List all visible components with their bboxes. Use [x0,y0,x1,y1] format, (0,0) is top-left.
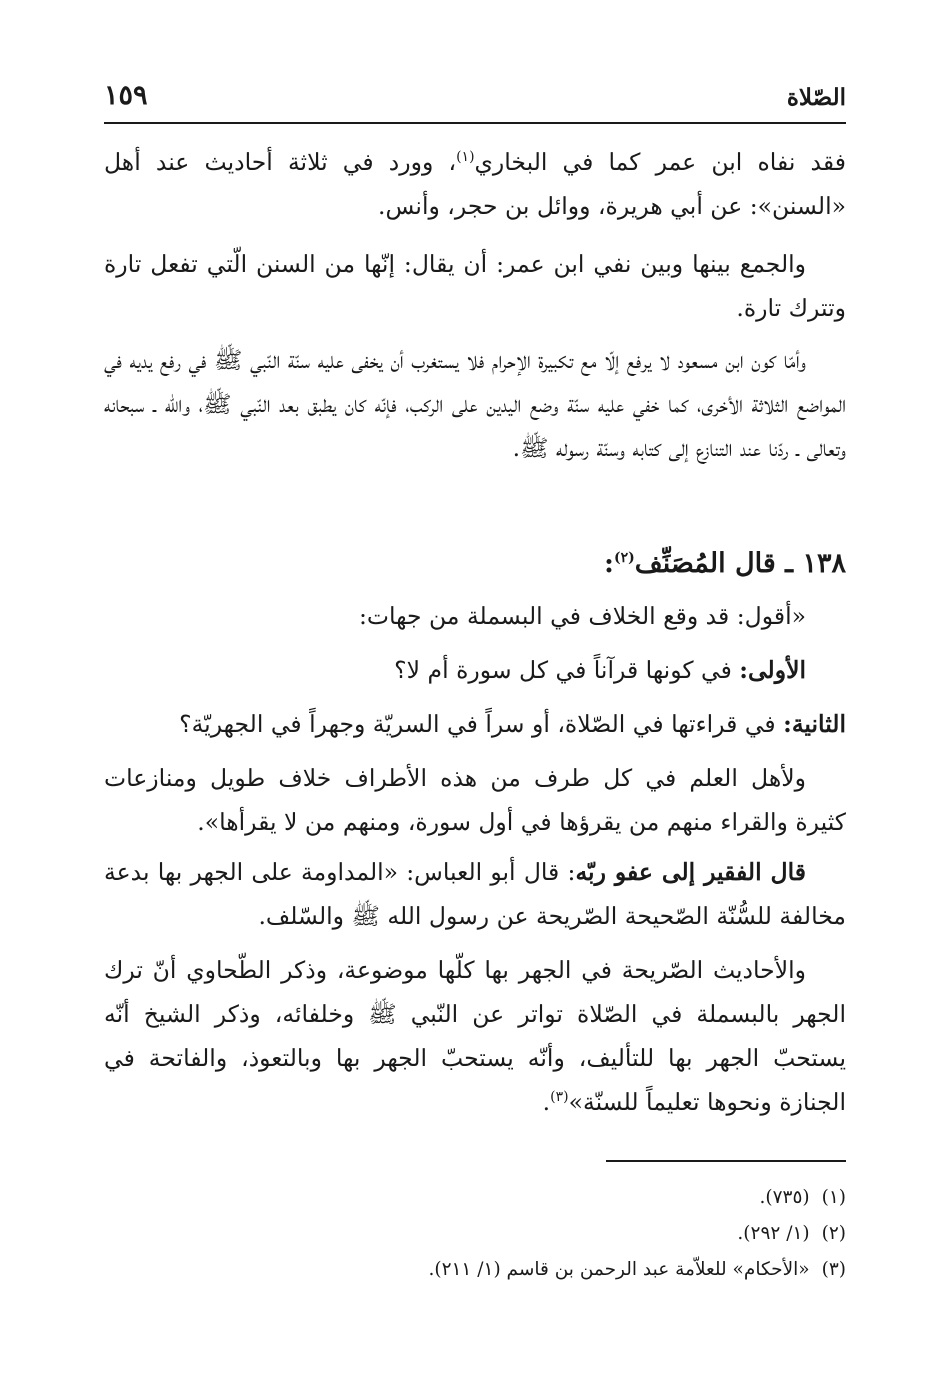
footnote-1 [104,1180,846,1216]
footnote-3 [104,1252,846,1288]
footnote-2 [104,1216,846,1252]
footnote-divider [606,1160,846,1162]
footnote-ref-3: (٣) [550,1089,569,1106]
paragraph-5 [104,850,846,938]
footnote-2-number: (٢) [821,1223,846,1244]
section-heading-text: ١٣٨ ـ قال المُصَنِّف [634,548,846,579]
point-first-label: الأولى: [739,656,806,684]
paragraph-1 [104,140,846,234]
paragraph-5-label: قال الفقير إلى عفو ربّه [575,858,806,886]
page-body [104,140,846,1124]
point-second [104,702,846,756]
footnote-ref-1: (١) [456,149,475,166]
footnote-3-number: (٣) [821,1259,846,1280]
paragraph-6-text-b: . [542,1088,551,1116]
point-first [104,648,846,702]
footnote-1-number: (١) [821,1187,846,1208]
paragraph-2: والجمع بينها وبين نفي ابن عمر: أن يقال: إنّها من السنن الّتي تفعل تارة وتترك تارة. [104,250,846,322]
footnote-3-text: «الأحكام» للعلاّمة عبد الرحمن بن قاسم (١/ ٢١١). [428,1259,810,1280]
footnote-ref-2: (٢) [613,550,635,566]
chapter-title: الصّلاة [786,84,846,111]
footnotes [104,1180,846,1288]
paragraph-6-text-a: والأحاديث الصّريحة في الجهر بها كلّها موضوعة، وذكر الطّحاوي أنّ ترك الجهر بالبسملة في الصّلاة تواتر عن النّبي ﷺ وخلفائه، وذكر الشيخ أنّه يستحبّ الجهر بها للتأليف، وأنّه يستحبّ الجهر بها وبالتعوذ، والفاتحة في الجنازة ونحوها تعليماً للسنّة» [104,956,846,1116]
paragraph-3: وأمّا كون ابن مسعود لا يرفع إلّا مع تكبيرة الإحرام فلا يستغرب أن يخفى عليه سنّة النّبي ﷺ في رفع يديه في المواضع الثلاثة الأخرى، كما خفي عليه سنّة وضع اليدين على الركب، فإنّه كان يطبق بعد النّبي ﷺ، والله ـ سبحانه وتعالى ـ ردّنا عند التنازع إلى كتابه وسنّة رسوله ﷺ. [104,346,846,462]
section-heading-colon: : [604,548,614,579]
quote-intro: «أقول: قد وقع الخلاف في البسملة من جهات: [358,602,806,630]
paragraph-5-text: : قال أبو العباس: «المداومة على الجهر بها بدعة مخالفة للسُّنّة الصّحيحة الصّريحة عن رسول الله ﷺ والسّلف. [104,858,846,930]
footnote-1-text: (٧٣٥). [759,1187,810,1208]
section-heading [104,542,846,594]
paragraph-1-text-a: فقد نفاه ابن عمر كما في البخاري [474,148,846,176]
paragraph-4: ولأهل العلم في كل طرف من هذه الأطراف خلاف طويل ومنازعات كثيرة والقراء منهم من يقرؤها في أول سورة، ومنهم من لا يقرأها». [104,764,846,836]
point-second-text: في قراءتها في الصّلاة، أو سراً في السريّة وجهراً في الجهريّة؟ [179,710,784,738]
point-second-label: الثانية: [783,710,846,738]
footnote-2-text: (١/ ٢٩٢). [737,1223,810,1244]
paragraph-6 [104,948,846,1124]
point-first-text: في كونها قرآناً في كل سورة أم لا؟ [394,656,740,684]
paragraph-1-text-b: ، وورد في ثلاثة أحاديث عند أهل «السنن»: عن أبي هريرة، ووائل بن حجر، وأنس. [104,148,846,220]
page-number: ١٥٩ [104,80,148,111]
page-header [104,80,846,124]
